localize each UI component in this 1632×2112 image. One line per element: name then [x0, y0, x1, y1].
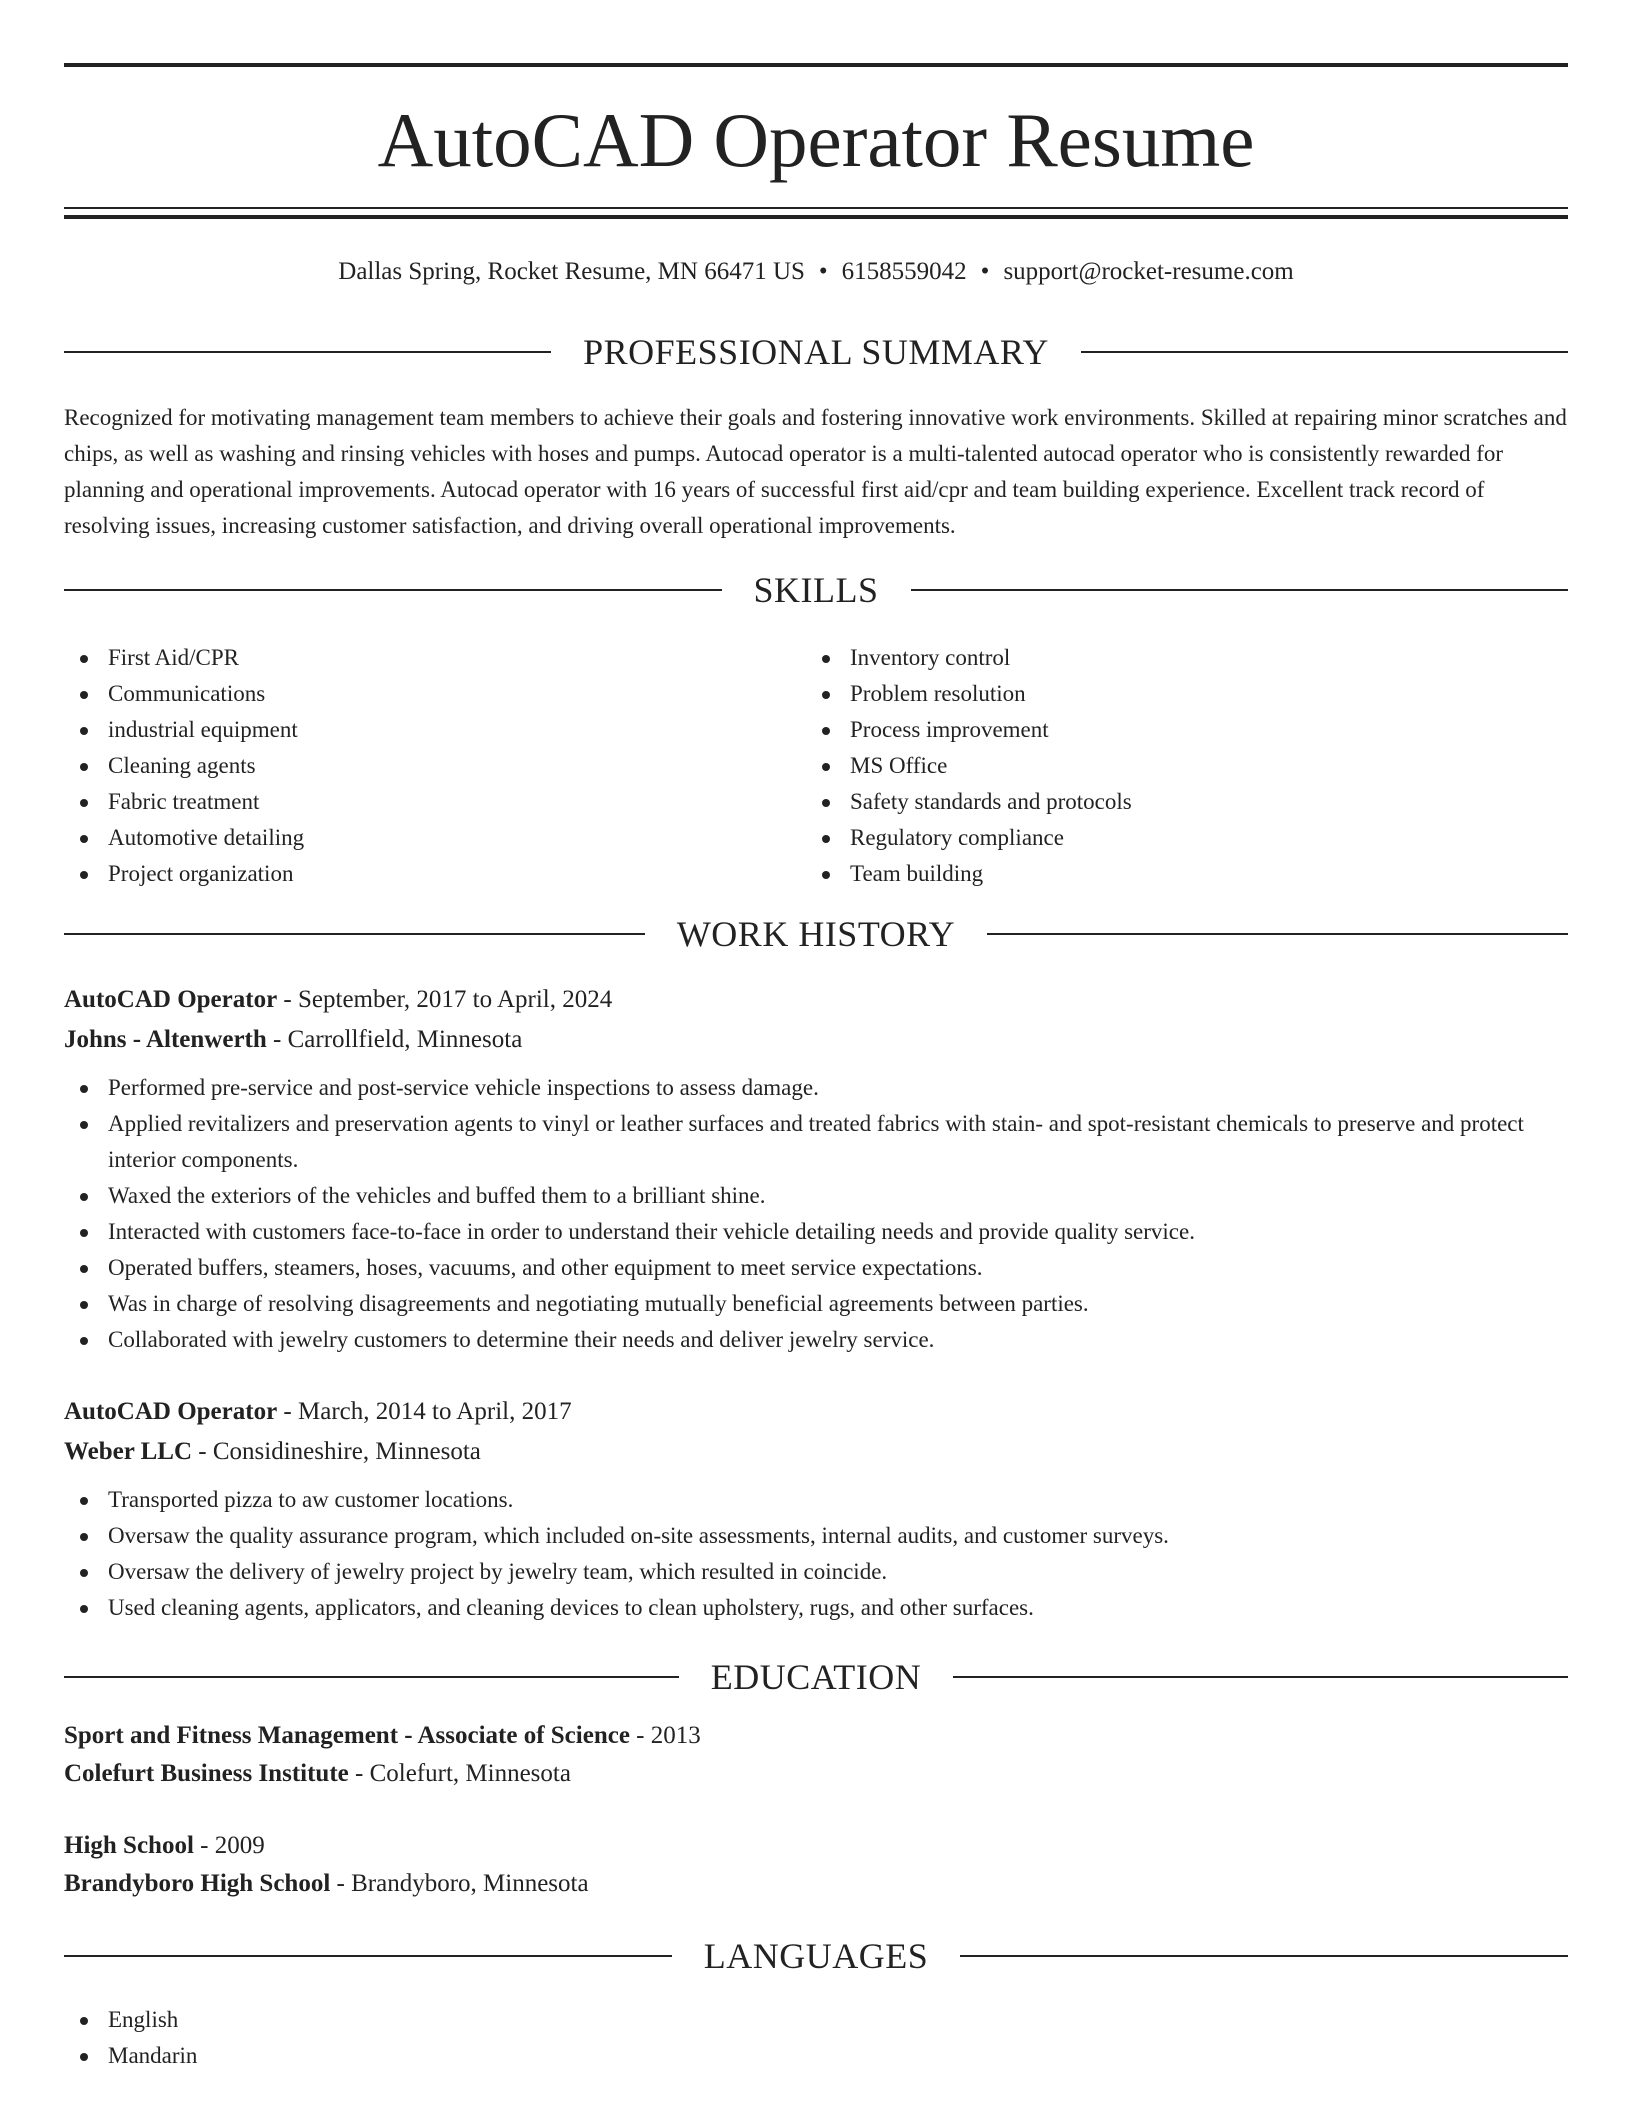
heading-rule — [953, 1676, 1568, 1678]
job-bullet: Applied revitalizers and preservation agents to vinyl or leather surfaces and treated fabrics with stain- and spot-resistant chemicals to preserve and protect interior components. — [64, 1106, 1568, 1178]
edu-degree-line — [64, 1717, 1568, 1755]
job-title: AutoCAD Operator — [64, 986, 278, 1013]
edu-school-line — [64, 1755, 1568, 1793]
work-section-heading — [64, 912, 1568, 956]
skills-section-heading — [64, 568, 1568, 612]
summary-section-heading — [64, 330, 1568, 374]
skill-item: Project organization — [64, 856, 764, 892]
job-title-line — [64, 1392, 1568, 1432]
heading-rule — [987, 933, 1568, 935]
skill-item: Communications — [64, 676, 764, 712]
summary-text: Recognized for motivating management team members to achieve their goals and fostering innovative work environments. Skilled at repairing minor scratches and chips, as well as washing and rinsing vehicles with hoses and pumps. Autocad operator is a multi-talented autocad operator who is consistently rewarded for planning and operational improvements. Autocad operator with 16 years of successful first aid/cpr and team building experience. Excellent track record of resolving issues, increasing customer satisfaction, and driving overall operational improvements. — [64, 405, 1567, 538]
skill-item: Automotive detailing — [64, 820, 764, 856]
job-title: AutoCAD Operator — [64, 1398, 278, 1425]
contact-separator: • — [980, 258, 990, 285]
heading-rule — [1081, 351, 1568, 353]
job-location: - Carrollfield, Minnesota — [266, 1026, 523, 1053]
language-item: Mandarin — [64, 2038, 197, 2074]
job-company-line — [64, 1432, 1568, 1472]
languages-list — [64, 2002, 197, 2074]
skill-item: Fabric treatment — [64, 784, 764, 820]
languages-section-heading — [64, 1934, 1568, 1978]
job-bullet: Operated buffers, steamers, hoses, vacuums, and other equipment to meet service expectations. — [64, 1250, 1568, 1286]
job-entry — [64, 980, 1568, 1358]
job-bullet: Interacted with customers face-to-face in order to understand their vehicle detailing needs and provide quality service. — [64, 1214, 1568, 1250]
edu-location: - Brandyboro, Minnesota — [330, 1870, 589, 1897]
title-rule-thick — [64, 215, 1568, 219]
resume-title: AutoCAD Operator Resume — [377, 97, 1255, 183]
section-title: PROFESSIONAL SUMMARY — [583, 332, 1049, 372]
job-bullet: Transported pizza to aw customer locations. — [64, 1482, 1568, 1518]
job-bullet: Used cleaning agents, applicators, and cleaning devices to clean upholstery, rugs, and other surfaces. — [64, 1590, 1568, 1626]
job-bullets — [64, 1482, 1568, 1626]
heading-rule — [911, 589, 1569, 591]
contact-line — [64, 254, 1568, 290]
contact-separator: • — [818, 258, 828, 285]
education-entry — [64, 1827, 1568, 1903]
job-dates: - September, 2017 to April, 2024 — [277, 986, 613, 1013]
job-entry — [64, 1392, 1568, 1626]
language-item: English — [64, 2002, 197, 2038]
heading-rule — [960, 1955, 1568, 1957]
job-location: - Considineshire, Minnesota — [192, 1438, 481, 1465]
skill-item: Safety standards and protocols — [806, 784, 1506, 820]
contact-address: Dallas Spring, Rocket Resume, MN 66471 US — [338, 258, 805, 285]
edu-year: - 2009 — [193, 1832, 265, 1859]
job-bullet: Waxed the exteriors of the vehicles and buffed them to a brilliant shine. — [64, 1178, 1568, 1214]
skill-item: Process improvement — [806, 712, 1506, 748]
skill-item: Inventory control — [806, 640, 1506, 676]
section-title: WORK HISTORY — [676, 914, 956, 954]
edu-school-line — [64, 1865, 1568, 1903]
skill-item: First Aid/CPR — [64, 640, 764, 676]
skills-list-left — [64, 640, 764, 892]
skills-list-right — [806, 640, 1506, 892]
job-bullet: Collaborated with jewelry customers to determine their needs and deliver jewelry service. — [64, 1322, 1568, 1358]
contact-phone: 6158559042 — [841, 258, 967, 285]
title-rule-thin — [64, 207, 1568, 209]
contact-email: support@rocket-resume.com — [1003, 258, 1294, 285]
job-company: Weber LLC — [64, 1438, 193, 1465]
skill-item: Team building — [806, 856, 1506, 892]
edu-degree: Sport and Fitness Management - Associate of Science — [64, 1722, 630, 1749]
job-company-line — [64, 1020, 1568, 1060]
job-bullet: Oversaw the delivery of jewelry project by jewelry team, which resulted in coincide. — [64, 1554, 1568, 1590]
job-bullet: Oversaw the quality assurance program, which included on-site assessments, internal audits, and customer surveys. — [64, 1518, 1568, 1554]
skill-item: Regulatory compliance — [806, 820, 1506, 856]
job-bullet: Was in charge of resolving disagreements and negotiating mutually beneficial agreements between parties. — [64, 1286, 1568, 1322]
education-section-heading — [64, 1655, 1568, 1699]
edu-location: - Colefurt, Minnesota — [348, 1760, 571, 1787]
skill-item: Cleaning agents — [64, 748, 764, 784]
section-title: LANGUAGES — [703, 1936, 929, 1976]
heading-rule — [64, 1676, 679, 1678]
heading-rule — [64, 1955, 672, 1957]
heading-rule — [64, 589, 722, 591]
skill-item: MS Office — [806, 748, 1506, 784]
job-company: Johns - Altenwerth — [64, 1026, 267, 1053]
top-rule — [64, 63, 1568, 67]
skill-item: Problem resolution — [806, 676, 1506, 712]
edu-degree-line — [64, 1827, 1568, 1865]
education-entry — [64, 1717, 1568, 1793]
edu-school: Brandyboro High School — [64, 1870, 331, 1897]
job-dates: - March, 2014 to April, 2017 — [277, 1398, 572, 1425]
edu-school: Colefurt Business Institute — [64, 1760, 349, 1787]
skill-item: industrial equipment — [64, 712, 764, 748]
heading-rule — [64, 933, 645, 935]
job-bullet: Performed pre-service and post-service vehicle inspections to assess damage. — [64, 1070, 1568, 1106]
section-title: EDUCATION — [710, 1657, 922, 1697]
edu-year: - 2013 — [629, 1722, 701, 1749]
heading-rule — [64, 351, 551, 353]
job-title-line — [64, 980, 1568, 1020]
job-bullets — [64, 1070, 1568, 1358]
section-title: SKILLS — [753, 570, 879, 610]
edu-degree: High School — [64, 1832, 194, 1859]
